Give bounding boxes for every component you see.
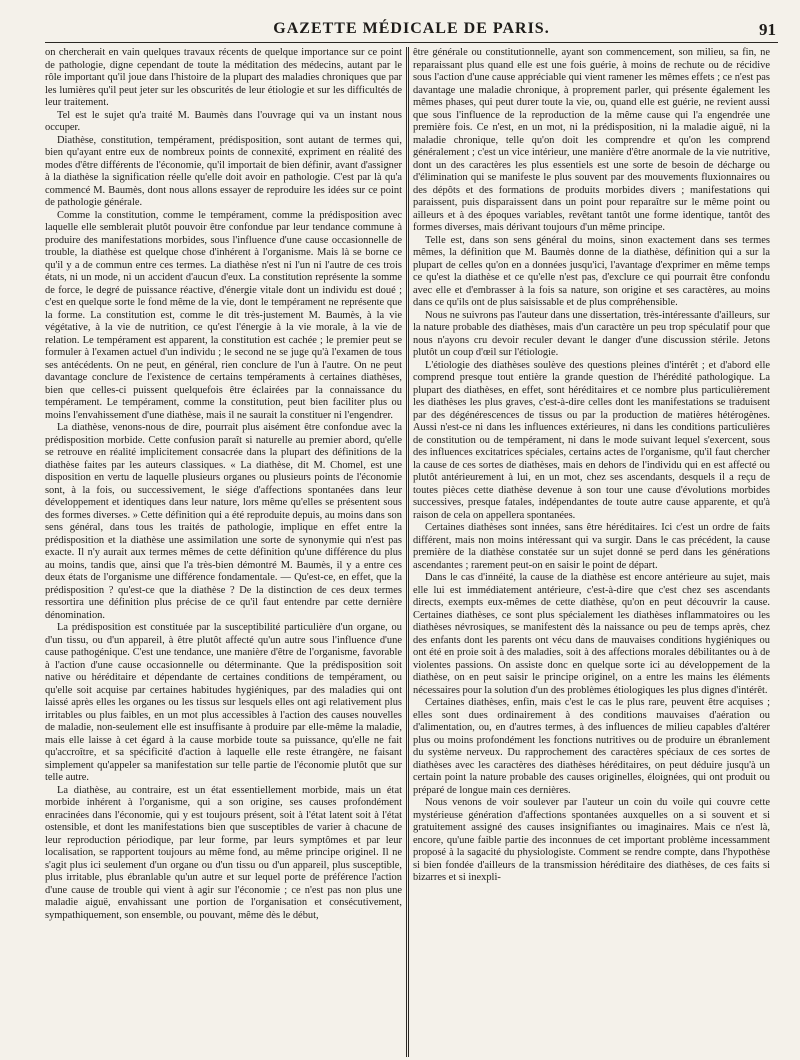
- paragraph: Diathèse, constitution, tempérament, prédisposition, sont autant de termes qui, bien qu'ayant entre eux de nombreux points de connexité, expriment en réalité des modes d'être différents de l'économie, qu'il importait de bien définir, avant d'assigner à la diathèse la signification réelle qu'elle doit avoir en pathologie. C'est par là qu'a commencé M. Baumès, dont nous allons essayer de reproduire les idées sur ce point de pathologie générale.: [45, 134, 402, 208]
- paragraph: Nous ne suivrons pas l'auteur dans une dissertation, très-intéressante d'ailleurs, sur la nature probable des diathèses, mais d'un caractère un peu trop spéculatif pour que nous n'ayons cru devoir reculer devant le danger d'une discussion stérile. Jetons plutôt un coup d'œil sur l'étiologie.: [413, 309, 770, 358]
- paragraph: La diathèse, au contraire, est un état essentiellement morbide, mais un état morbide inhérent à l'organisme, qui a son origine, ses causes profondément enracinées dans l'économie, qui y est toujours présent, soit à l'état latent soit à l'état ostensible, et dont les manifestations bien que susceptibles de varier à chacune de leur reproduction périodique, par leur forme, par leurs symptômes et par leur localisation, se rapportent toujours au même fond, au même principe originel. Il ne s'agit plus ici seulement d'un organe ou d'un tissu ou d'un appareil, plus susceptible, plus irritable, plus ébranlable qu'un autre et sur lequel porte de préférence l'action d'une cause de trouble qui vient à agir sur l'économie ; ce n'est pas non plus une maladie aiguë, envahissant une portion de l'organisation et consécutivement, sympathiquement, son ensemble, ou pouvant, même dès le début,: [45, 784, 402, 921]
- journal-title: GAZETTE MÉDICALE DE PARIS.: [273, 20, 550, 37]
- left-column: [45, 47, 402, 1057]
- paragraph: Certaines diathèses sont innées, sans être héréditaires. Ici c'est un ordre de faits différent, mais non moins intéressant qui va surgir. Dans le cas précédent, la cause première de la diathèse constatée sur un sujet donné se perd dans les générations ascendantes ; rarement peut-on en saisir le point de départ.: [413, 522, 770, 571]
- paragraph: La diathèse, venons-nous de dire, pourrait plus aisément être confondue avec la prédisposition morbide. Cette confusion paraît si naturelle au premier abord, qu'elle se retrouve en réalité implicitement consacrée dans la plupart des définitions de la diathèse faites par les auteurs classiques. « La diathèse, dit M. Chomel, est une disposition en vertu de laquelle plusieurs organes ou plusieurs points de l'économie sont, à la fois, ou successivement, le siége d'affections spontanées dans leur développement et identiques dans leur nature, lors même qu'elles se présentent sous des formes diverses. » Cette définition qui a été reproduite depuis, au moins dans son sens général, dans tous les traités de pathologie, implique en effet entre la prédisposition et la diathèse une assimilation une sorte de synonymie qui n'est pas exacte. Il n'y aurait aux termes mêmes de cette définition qu'une différence du plus au moins, tandis que, ainsi que l'a très-bien démontré M. Baumès, il y a entre ces deux états de l'organisme une différence fondamentale. — Qu'est-ce, en effet, que la prédisposition ? qu'est-ce que la diathèse ? De la distinction de ces deux termes ressortira une définition plus précise de ce qu'il faut entendre par cette dernière dénomination.: [45, 422, 402, 621]
- column-divider: [406, 47, 409, 1057]
- right-column: [413, 47, 770, 1057]
- paragraph: Telle est, dans son sens général du moins, sinon exactement dans ses termes mêmes, la définition que M. Baumès donne de la diathèse, définition qui a sur la plupart de celles qu'on en a données jusqu'ici, l'avantage d'exprimer en même temps ce qu'est la diathèse et ce qu'elle n'est pas, d'exclure ce qui pourrait être confondu avec elle et d'embrasser à la fois sa nature, son origine et ses caractères, au moins dans ce qu'ils ont de plus saisissable et de plus compréhensible.: [413, 234, 770, 308]
- paragraph: L'étiologie des diathèses soulève des questions pleines d'intérêt ; et d'abord elle comprend presque tout entière la grande question de l'hérédité pathologique. La plupart des diathèses, en effet, sont héréditaires et ce nombre plus particulièrement les diathèses les plus graves, c'est-à-dire celles dont les manifestations se traduisent par des dégénérescences de tissus ou par la production de matières hétérogènes. Aussi n'est-ce ni dans les influences extérieures, ni dans les conditions particulières de constitution ou de tempérament, ni dans le mode suivant lequel s'exercent, sous des influences excitatrices spéciales, certains actes de l'organisme, qu'il faut chercher la cause de ces sortes de diathèses, mais en dehors de l'individu qui en est affecté ou plutôt antérieurement à lui, en un mot, chez ses ascendants, desquels il a reçu de toutes pièces cette diathèse devenue à son tour une cause d'évolutions morbides successives, presque fatales, indépendantes de toute autre cause apparente, et qu'à raison de cela on appellera spontanées.: [413, 359, 770, 521]
- article-columns: [45, 47, 778, 1057]
- paragraph: Certaines diathèses, enfin, mais c'est le cas le plus rare, peuvent être acquises ; elles sont dues ordinairement à des conditions mauvaises d'aération ou d'alimentation, ou, en d'autres termes, à des influences de milieu capables d'altérer plus ou moins profondément les fonctions nutritives ou de produire un ébranlement du système nerveux. Du rapprochement des caractères spéciaux de ces sortes de diathèses avec les caractères des diathèses héréditaires, on peut déduire jusqu'à un certain point la nature probable des causes originelles, éloignées, qui ont produit ou préparé de longue main ces dernières.: [413, 697, 770, 796]
- paragraph: Nous venons de voir soulever par l'auteur un coin du voile qui couvre cette mystérieuse génération d'affections spontanées auxquelles on a si souvent et si gratuitement assigné des causes insignifiantes ou imaginaires. Mais ce n'est là, encore, qu'une faible partie des inconnues de cet important problème incessamment proposé à la sagacité du physiologiste. Comment se rendre compte, dans l'hypothèse si bien fondée d'ailleurs de la transmission héréditaire des diathèses, de ces faits si bizarres et si inexpli-: [413, 797, 770, 883]
- paragraph: La prédisposition est constituée par la susceptibilité particulière d'un organe, ou d'un tissu, ou d'un appareil, à être plutôt affecté qu'un autre sous l'influence d'une cause pathogénique. C'est une tendance, une manière d'être de l'organisme, favorable à l'action d'une cause occasionnelle ou déterminante. Que la prédisposition soit native ou héréditaire et dépendante de certaines conditions de tempérament, ou qu'elle soit acquise par certaines habitudes hygiéniques, par des maladies qui ont laissé après elles les organes ou les tissus sur lesquels elles ont agi relativement plus irritables ou plus faibles, en un mot plus accessibles à l'action des causes nouvelles de maladie, non-seulement elle est insuffisante à produire par elle-même la maladie, mais elle laisse à cet égard à la cause morbide toute sa puissance, qu'elle ne fait qu'accroître, et sa spécificité d'action à laquelle elle reste étrangère, ne faisant simplement qu'appeler sa manifestation sur telle partie de l'économie plutôt que sur telle autre.: [45, 622, 402, 783]
- paragraph: Dans le cas d'innéité, la cause de la diathèse est encore antérieure au sujet, mais elle lui est immédiatement antérieure, c'est-à-dire que c'est chez ses ascendants directs, exempts eux-mêmes de cette diathèse, qu'on en peut découvrir la cause. Certaines diathèses, ce sont plus spécialement les diathèses inflammatoires ou les diathèses névrosiques, se manifestent dès la naissance ou peu de temps après, chez des enfants dont les parents ont vécu dans de mauvaises conditions hygiéniques ou ont été en proie soit à des maladies, soit à des affections morales débilitantes ou à de violentes passions. On assiste donc en quelque sorte ici au développement de la diathèse, on en peut saisir le principe originel, on a entre les mains les éléments nécessaires pour la solution d'un des problèmes étiologiques les plus dignes d'intérêt.: [413, 572, 770, 696]
- page-number: 91: [759, 20, 776, 39]
- paragraph: on chercherait en vain quelques travaux récents de quelque importance sur ce point de pathologie, digne cependant de toute la méditation des médecins, autant par le rôle important qu'il joue dans l'histoire de la plupart des maladies chroniques que par les lumières qu'il peut jeter sur les obscurités de leur étiologie et sur les difficultés de leur traitement.: [45, 47, 402, 108]
- page-header: [45, 18, 778, 43]
- paragraph: Tel est le sujet qu'a traité M. Baumès dans l'ouvrage qui va un instant nous occuper.: [45, 109, 402, 133]
- paragraph: Comme la constitution, comme le tempérament, comme la prédisposition avec laquelle elle semblerait plutôt pouvoir être confondue par leur tendance commune à produire des manifestations morbides, sous l'influence d'une cause occasionnelle de trouble, la diathèse est quelque chose d'inhérent à l'organisme. Mais là se borne ce qu'il y a de commun entre ces termes. La diathèse n'est ni l'un ni l'autre de ces trois états, ni un mode, ni un accident d'aucun d'eux. La constitution représente la somme de force, le degré de puissance réactive, d'énergie vitale dont un individu est doué ; c'est en quelque sorte le fond même de la vie, dont le tempérament ne représente que la forme. La constitution est, comme le dit très-justement M. Baumès, à la vie végétative, à la vie de nutrition, ce qu'est l'énergie à la vie morale, à la vie de relation. Le tempérament est apparent, la constitution est cachée ; le premier peut se formuler à l'examen actuel d'un individu ; le second ne se juge qu'à l'examen de tous ses antécédents. On ne peut, en général, rien conclure de l'un à l'autre. On ne peut davantage conclure de l'existence de certains tempéraments à certaines diathèses, bien que celles-ci puissent quelquefois être éclairées par la connaissance du tempérament. Le tempérament, comme la constitution, peut bien faciliter plus ou moins l'envahissement d'une diathèse, mais il ne saurait la constituer ni l'engendrer.: [45, 209, 402, 421]
- paragraph: être générale ou constitutionnelle, ayant son commencement, son milieu, sa fin, ne reparaissant plus quand elle est une fois guérie, à moins de rechute ou de récidive sous l'action d'une cause appréciable qui vient ramener les mêmes effets ; ce n'est pas davantage une maladie chronique, à proprement parler, qui présente également les mêmes phases, qui peut durer toute la vie, ou, quand elle est guérie, ne revient aussi que sous l'influence de la reproduction de la même cause qui l'a engendrée une première fois. Ce n'est, en un mot, ni la prédisposition, ni la maladie aiguë, ni la maladie chronique, telle qu'on doit les comprendre et qu'on les comprend généralement ; c'est un vice intérieur, une manière d'être anormale de la vie nutritive, dont un des caractères les plus essentiels est une sorte de besoin de décharge ou d'élimination qui se manifeste le plus souvent par des mouvements fluxionnaires ou des dépôts et des formations de produits morbides divers ; manifestations qui paraissent, puis disparaissent dans un point pour reparaître sur le même point ou ailleurs et à des époques variables, revêtant tantôt une forme identique, tantôt des formes diverses, mais dérivant toujours d'un même principe.: [413, 47, 770, 233]
